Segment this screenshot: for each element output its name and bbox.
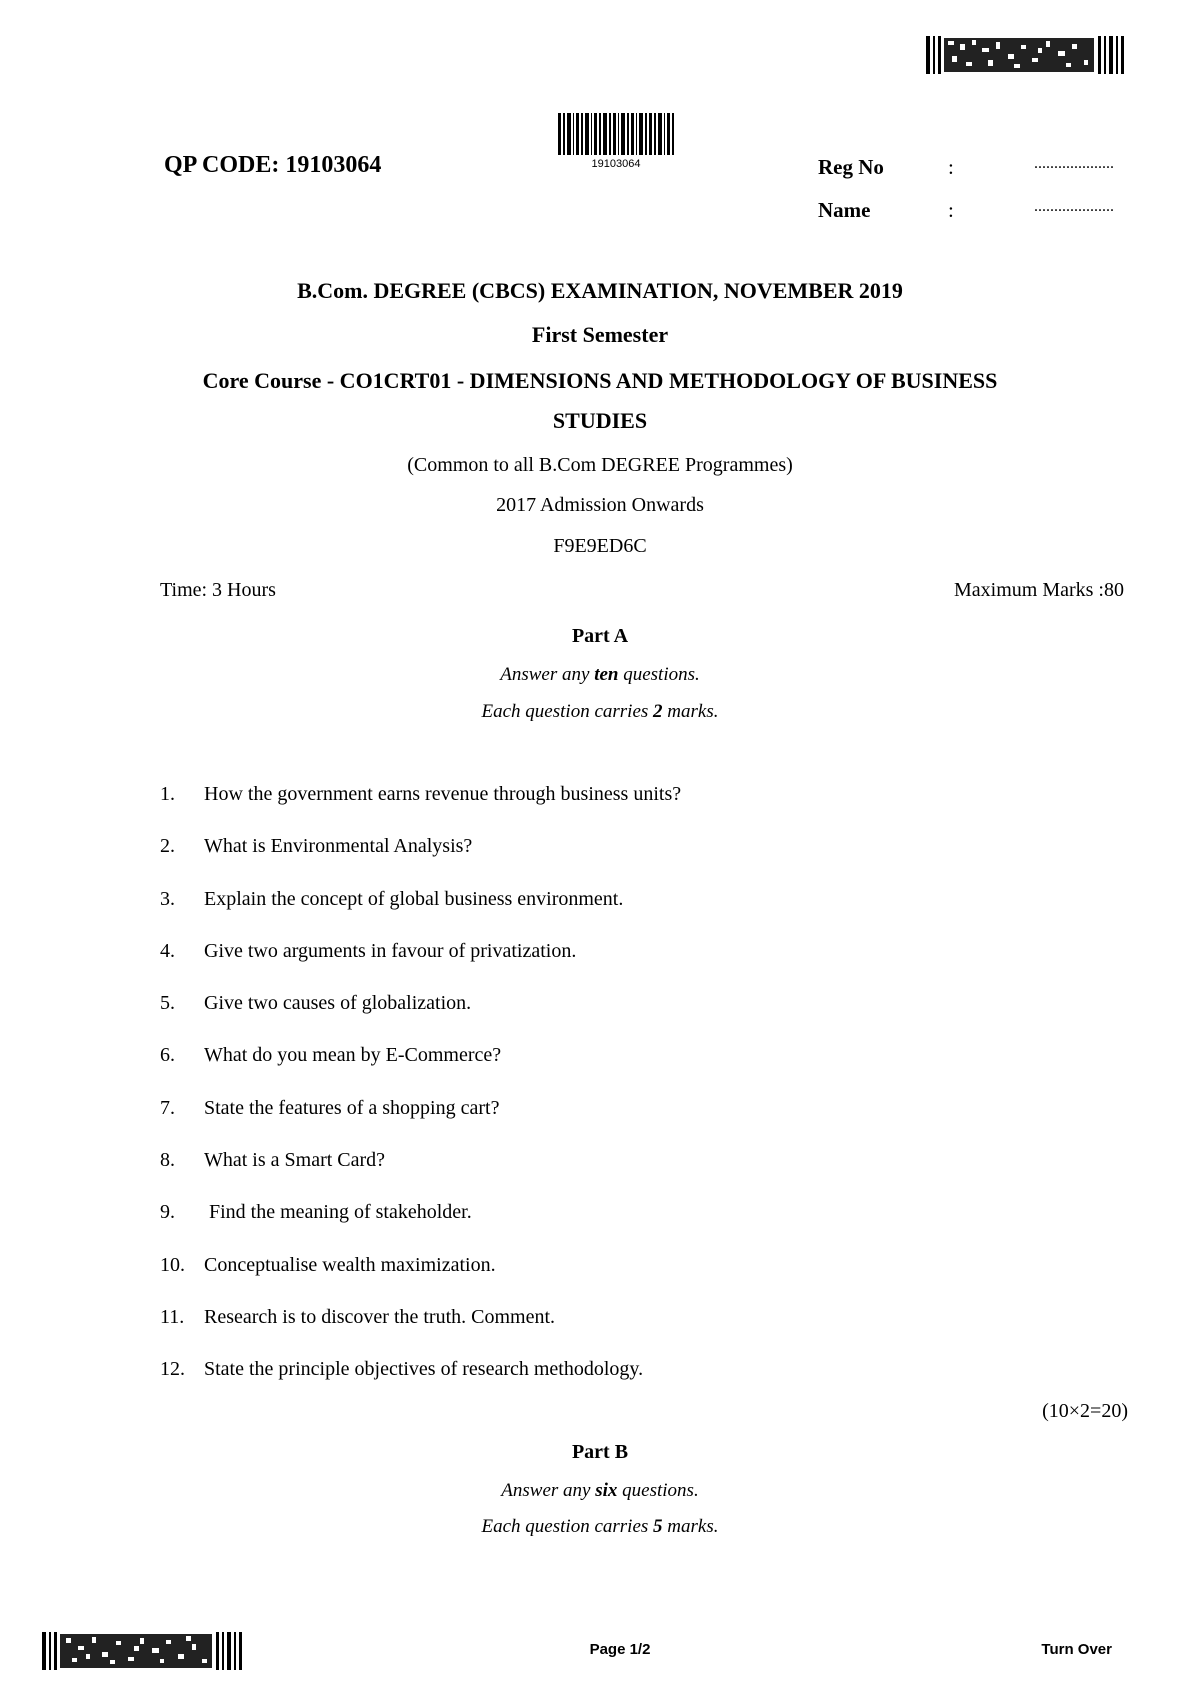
part-b-marks-value: 5 [653,1516,663,1537]
reg-no-label: Reg No [818,155,884,179]
question-number: 3. [160,888,175,910]
question-9 [160,1201,472,1224]
part-a-marks-pre: Each question carries [481,701,654,722]
question-12 [160,1358,643,1381]
question-text: State the features of a shopping cart? [204,1097,500,1119]
question-number: 10. [160,1254,185,1276]
semester: First Semester [531,322,669,347]
qp-code: QP CODE: 19103064 [164,152,382,178]
question-number: 7. [160,1097,175,1119]
question-text: Research is to discover the truth. Comment. [204,1306,556,1328]
admission: 2017 Admission Onwards [496,494,704,516]
part-a-instruction [0,664,1200,686]
question-11 [160,1306,555,1329]
question-number: 11. [160,1306,185,1328]
question-text: Explain the concept of global business environment. [204,888,624,910]
course-line-1: Core Course - CO1CRT01 - DIMENSIONS AND METHODOLOGY OF BUSINESS [202,368,998,393]
question-number: 2. [160,835,175,857]
question-text: Find the meaning of stakeholder. [204,1201,472,1223]
part-b-title: Part B [571,1441,629,1463]
question-number: 4. [160,940,175,962]
question-5 [160,992,471,1015]
question-text: What is Environmental Analysis? [204,835,473,857]
part-a-marks-value: 2 [653,701,663,722]
question-text: What is a Smart Card? [204,1149,386,1171]
time: Time: 3 Hours [160,579,276,601]
page-number: Page 1/2 [589,1641,651,1658]
question-text: How the government earns revenue through business units? [204,783,682,805]
question-text: Give two causes of globalization. [204,992,472,1014]
question-text: Conceptualise wealth maximization. [204,1254,496,1276]
part-b-marks-post: marks. [662,1516,719,1537]
part-a-title: Part A [571,625,629,647]
question-2 [160,835,472,858]
exam-title: B.Com. DEGREE (CBCS) EXAMINATION, NOVEMBER 2019 [297,278,903,303]
part-a-marks-note [0,701,1200,723]
question-number: 5. [160,992,175,1014]
part-b-marks-pre: Each question carries [481,1516,654,1537]
question-8 [160,1149,385,1172]
question-number: 12. [160,1358,185,1380]
part-a-marks-post: marks. [662,701,719,722]
barcode-top-right [926,36,1126,74]
part-b-instruction [0,1480,1200,1502]
part-a-instruction-count: ten [594,664,619,685]
question-number: 9. [160,1201,175,1223]
question-7 [160,1097,499,1120]
part-a-total: (10×2=20) [1042,1400,1128,1422]
question-3 [160,888,623,911]
reg-no-colon: : [948,155,954,179]
barcode-bottom-left [42,1632,244,1670]
part-b-instruction-pre: Answer any [501,1480,596,1501]
common-note: (Common to all B.Com DEGREE Programmes) [407,454,793,476]
question-4 [160,940,576,963]
name-colon: : [948,198,954,222]
part-a-instruction-pre: Answer any [500,664,595,685]
name-label: Name [818,198,871,222]
part-b-marks-note [0,1516,1200,1538]
paper-code: F9E9ED6C [553,535,647,557]
question-number: 1. [160,783,175,805]
part-b-instruction-post: questions. [617,1480,699,1501]
part-b-instruction-count: six [595,1480,618,1501]
question-number: 8. [160,1149,175,1171]
reg-no-field: .................... [1034,155,1114,172]
turn-over: Turn Over [1041,1641,1112,1658]
question-1 [160,783,681,806]
name-field: .................... [1034,198,1114,215]
question-text: State the principle objectives of research methodology. [204,1358,644,1380]
question-number: 6. [160,1044,175,1066]
barcode-qp [558,113,674,155]
part-a-instruction-post: questions. [618,664,700,685]
max-marks: Maximum Marks :80 [954,579,1124,601]
question-text: Give two arguments in favour of privatization. [204,940,577,962]
question-text: What do you mean by E-Commerce? [204,1044,502,1066]
course-line-2: STUDIES [552,408,648,433]
barcode-number: 19103064 [591,158,641,170]
question-6 [160,1044,501,1067]
question-10 [160,1254,496,1277]
